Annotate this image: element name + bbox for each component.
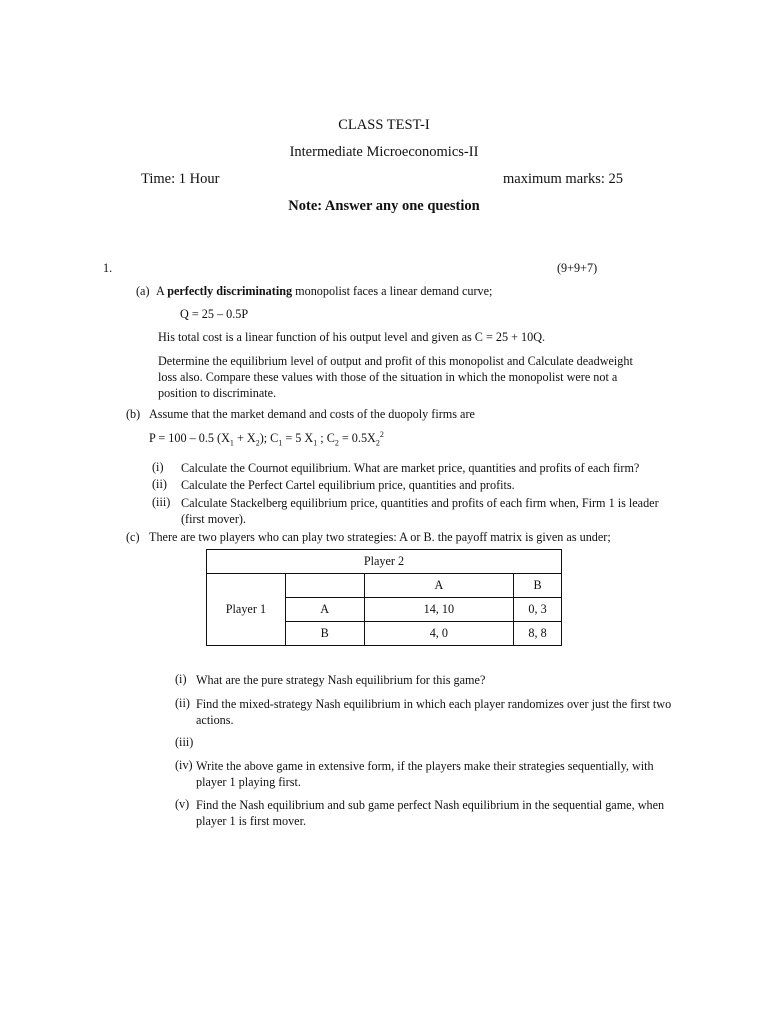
course-name: Intermediate Microeconomics-II [289,144,479,160]
part-a-intro: A perfectly discriminating monopolist faces a linear demand curve; [156,284,493,298]
payoff-ba: 4, 0 [364,622,514,646]
part-c-item-label: (iii) [175,735,194,749]
part-b-intro: Assume that the market demand and costs of the duopoly firms are [149,407,475,421]
part-c-item-label: (ii) [175,696,190,710]
part-b-item-text: Calculate Stackelberg equilibrium price, quantities and profits of each firm when, Firm 1 is leader (first mover). [181,496,659,526]
demand-equation: Q = 25 – 0.5P [180,307,249,321]
part-a-label: (a) [136,284,150,298]
player-2-header: Player 2 [207,550,562,574]
instruction-note: Note: Answer any one question [288,198,480,214]
cost-function-text: His total cost is a linear function of his output level and given as C = 25 + 10Q. [158,330,546,344]
part-c-item-text: What are the pure strategy Nash equilibrium for this game? [196,673,486,687]
part-c-label: (c) [126,530,140,544]
payoff-matrix [206,549,562,646]
part-b-item-label: (iii) [152,495,171,509]
part-c-item-label: (iv) [175,758,193,772]
part-b-item-text: Calculate the Perfect Cartel equilibrium price, quantities and profits. [181,478,515,492]
column-strategy-b: B [514,574,562,598]
part-c-item-text: Find the Nash equilibrium and sub game perfect Nash equilibrium in the sequential game, when player 1 is first mover. [196,798,665,828]
payoff-ab: 0, 3 [514,598,562,622]
maximum-marks: maximum marks: 25 [503,171,624,187]
part-b-item-text: Calculate the Cournot equilibrium. What are market price, quantities and profits of each firm? [181,461,640,475]
part-b-label: (b) [126,407,141,421]
duopoly-equation: P = 100 – 0.5 $(X_1 + X_2)$; $C_1 = 5$ $X_1$ ; $C_2 = 0.5X_2^2$ [149,430,384,448]
part-a-task: Determine the equilibrium level of output and profit of this monopolist and Calculate deadweight loss also. Compare these values with those of the situation in which the monopolist were not a position to discriminate. [158,354,633,400]
part-c-item-text: Write the above game in extensive form, if the players make their strategies sequentially, with player 1 playing first. [196,759,654,789]
part-b-item-label: (i) [152,460,164,474]
question-number: 1. [103,261,113,275]
part-c-intro: There are two players who can play two strategies: A or B. the payoff matrix is given as under; [149,530,611,544]
test-title: CLASS TEST-I [338,117,430,133]
part-c-item-text: Find the mixed-strategy Nash equilibrium in which each player randomizes over just the first two actions. [196,697,672,727]
row-strategy-b: B [285,622,364,646]
empty-cell [285,574,364,598]
part-b-item-label: (ii) [152,477,167,491]
column-strategy-a: A [364,574,514,598]
time-limit: Time: 1 Hour [141,171,220,187]
player-1-header: Player 1 [207,574,286,646]
part-c-item-label: (i) [175,672,187,686]
row-strategy-a: A [285,598,364,622]
payoff-aa: 14, 10 [364,598,514,622]
payoff-bb: 8, 8 [514,622,562,646]
part-c-item-label: (v) [175,797,190,811]
question-marks: (9+9+7) [557,261,598,275]
